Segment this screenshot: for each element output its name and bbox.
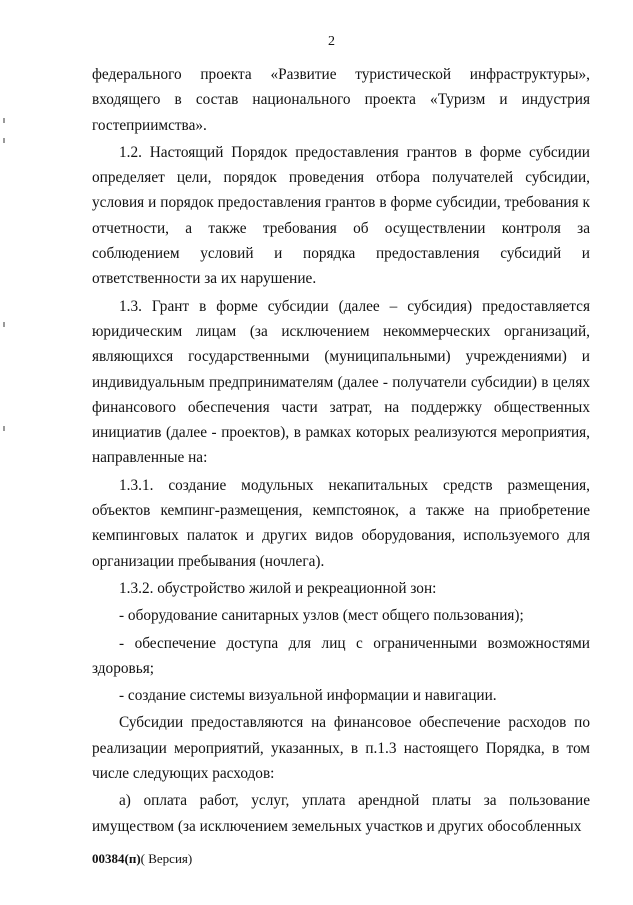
scan-margin-mark <box>3 426 5 431</box>
document-body <box>92 62 590 839</box>
document-footer <box>92 851 192 867</box>
document-code: 00384(п) <box>92 851 141 866</box>
scan-margin-mark <box>3 118 5 123</box>
paragraph: 1.3.2. обустройство жилой и рекреационной зон: <box>119 579 437 597</box>
paragraph: а) оплата работ, услуг, уплата арендной платы за пользование имуществом (за исключением земельных участков и других обособленных <box>92 792 590 835</box>
paragraph: федерального проекта «Развитие туристической инфраструктуры», входящего в состав национального проекта «Туризм и индустрия гостеприимства». <box>92 66 590 134</box>
list-item: - обеспечение доступа для лиц с ограниченными возможностями здоровья; <box>92 634 590 677</box>
paragraph: 1.3. Грант в форме субсидии (далее – субсидия) предоставляется юридическим лицам (за исключением некоммерческих организаций, являющихся государственными (муниципальными) учреждениями) и индивидуальным предпринимателям (далее - получатели субсидии) в целях финансового обеспечения части затрат, на поддержку общественных инициатив (далее - проектов), в рамках которых реализуются мероприятия, направленные на: <box>92 297 590 467</box>
paragraph: Субсидии предоставляются на финансовое обеспечение расходов по реализации мероприятий, указанных, в п.1.3 настоящего Порядка, в том числе следующих расходов: <box>92 714 590 783</box>
list-item: - создание системы визуальной информации и навигации. <box>119 687 497 705</box>
document-version: ( Версия) <box>140 851 193 866</box>
scan-margin-mark <box>3 322 5 327</box>
paragraph: 1.3.1. создание модульных некапитальных средств размещения, объектов кемпинг-размещения, кемпстоянок, а также на приобретение кемпинговых палаток и других видов оборудования, используемого для организации пребывания (ночлега). <box>92 476 590 570</box>
scan-margin-mark <box>3 138 5 143</box>
list-item: - оборудование санитарных узлов (мест общего пользования); <box>119 607 524 625</box>
paragraph: 1.2. Настоящий Порядок предоставления грантов в форме субсидии определяет цели, порядок проведения отбора получателей субсидии, условия и порядок предоставления грантов в форме субсидии, требования к отчетности, а также требования об осуществлении контроля за соблюдением условий и порядка предоставления субсидий и ответственности за их нарушение. <box>92 143 590 288</box>
page-number: 2 <box>328 34 335 49</box>
